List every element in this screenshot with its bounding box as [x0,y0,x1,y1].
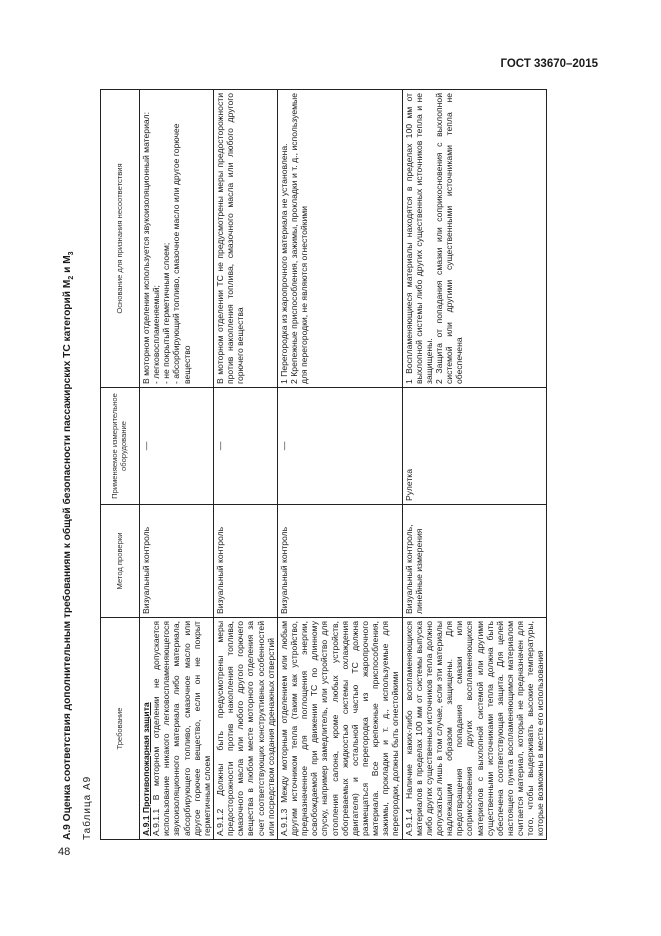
method-cell: Визуальный контроль [277,505,402,618]
table-header-row [101,90,140,840]
nonconformity-cell [213,90,277,388]
equipment-cell: — [213,388,277,505]
section-title-sub2: 3 [68,251,76,256]
method-cell: Визуальный контроль [213,505,277,618]
equipment-cell: — [277,388,402,505]
section-heading: A.9.1 Противопожарная защита [141,702,151,836]
table-row [402,90,547,840]
nonconformity-line: В моторном отделении используется звукоизоляционный материал: [141,111,151,384]
nonconformity-line: - абсорбирующий топливо, смазочное масло или другое горючее вещество [171,123,192,384]
equipment-cell: — [140,388,214,505]
method-cell: Визуальный контроль [140,505,214,618]
method-cell: Визуальный контроль, линейные измерения [402,505,547,618]
nonconformity-cell [277,90,402,388]
column-header-requirement: Требование [101,618,140,840]
column-header-equipment: Применяемое измерительное оборудование [101,388,140,505]
nonconformity-line: 2 Защита от попадания смазки или соприкосновения с выхлопной системой или другими существенными источниками тепла не обеспечена [433,93,465,384]
section-title-sub1: 2 [68,275,76,280]
document-header-standard: ГОСТ 33670–2015 [500,58,598,70]
nonconformity-line: 2 Крепежные приспособления, зажимы, прокладки и т. д., используемые для перегородки, не являются огнестойкими [288,93,310,384]
requirement-cell [140,618,214,840]
requirement-text: A.9.1.1 В моторном отделении не допускается использование никакого легковоспламеняющегося звукоизоляционного материала либо материала, абсорбирующего топливо, смазочное масло или другое горючее вещество, если он не покрыт герметичным слоем [151,621,212,836]
section-title [62,90,75,840]
assessment-table [100,89,547,840]
nonconformity-line: - не покрытый герметичным слоем; [161,242,172,384]
nonconformity-line: В моторном отделении ТС не предусмотрены меры предосторожности против накопления топлива, смазочного масла или любого другого горючего вещества [214,93,246,384]
column-header-nonconformity: Основание для признания несоответствия [101,90,140,388]
table-row [213,90,277,840]
nonconformity-cell [402,90,547,388]
nonconformity-cell [140,90,214,388]
table-row [277,90,402,840]
section-title-text: A.9 Оценка соответствия дополнительным требованиям к общей безопасности пассажирских ТС категорий M [62,279,73,840]
table-row [140,90,214,840]
nonconformity-line: 1 Воспламеняющиеся материалы находятся в пределах 100 мм от выхлопной системы либо других существенных источников тепла и не защищены. [403,93,434,384]
rotated-content [62,90,592,840]
nonconformity-line: - легковоспламеняемый; [151,285,162,384]
column-header-method: Метод проверки [101,505,140,618]
table-caption: Таблица A9 [82,775,93,840]
page-number: 48 [58,846,71,858]
requirement-cell: A.9.1.2 Должны быть предусмотрены меры предосторожности против накопления топлива, смазочного масла или любого другого горючего вещества в любом месте моторного отделения за счет соответствующих конструктивных особенностей или посредством создания дренажных отверстий [213,618,277,840]
requirement-cell: A.9.1.4 Наличие каких-либо воспламеняющихся материалов в пределах 100 мм от системы выпуска либо других существенных источников тепла должно допускаться лишь в том случае, если эти материалы надлежащим образом защищены. Для предотвращения попадания смазки или соприкосновения других воспламеняющихся материалов с выхлопной системой или другими существенными источниками тепла должна быть обеспечена соответствующая защита. Для целей настоящего пункта воспламеняющимся материалом считается материал, который не предназначен для того, чтобы выдерживать высокие температуры, которые возможны в месте его использования [402,618,547,840]
nonconformity-line: 1 Перегородка из жаропрочного материала не установлена. [278,143,289,384]
requirement-cell: A.9.1.3 Между моторным отделением или любым другим источником тепла (таким как устройство, предназначенное для поглощения энергии, освобождаемой при движении ТС по длинному спуску, например замедлитель, или устройство для отопления салона, кроме любых устройств, обогреваемых жидкостью системы охлаждения двигателя) и остальной частью ТС должна размещаться перегородка из жаропрочного материала. Все крепежные приспособления, зажимы, прокладки и т. д., используемые для перегородки, должны быть огнестойкими [277,618,402,840]
equipment-cell: Рулетка [402,388,547,505]
section-title-and: и M [62,255,73,276]
